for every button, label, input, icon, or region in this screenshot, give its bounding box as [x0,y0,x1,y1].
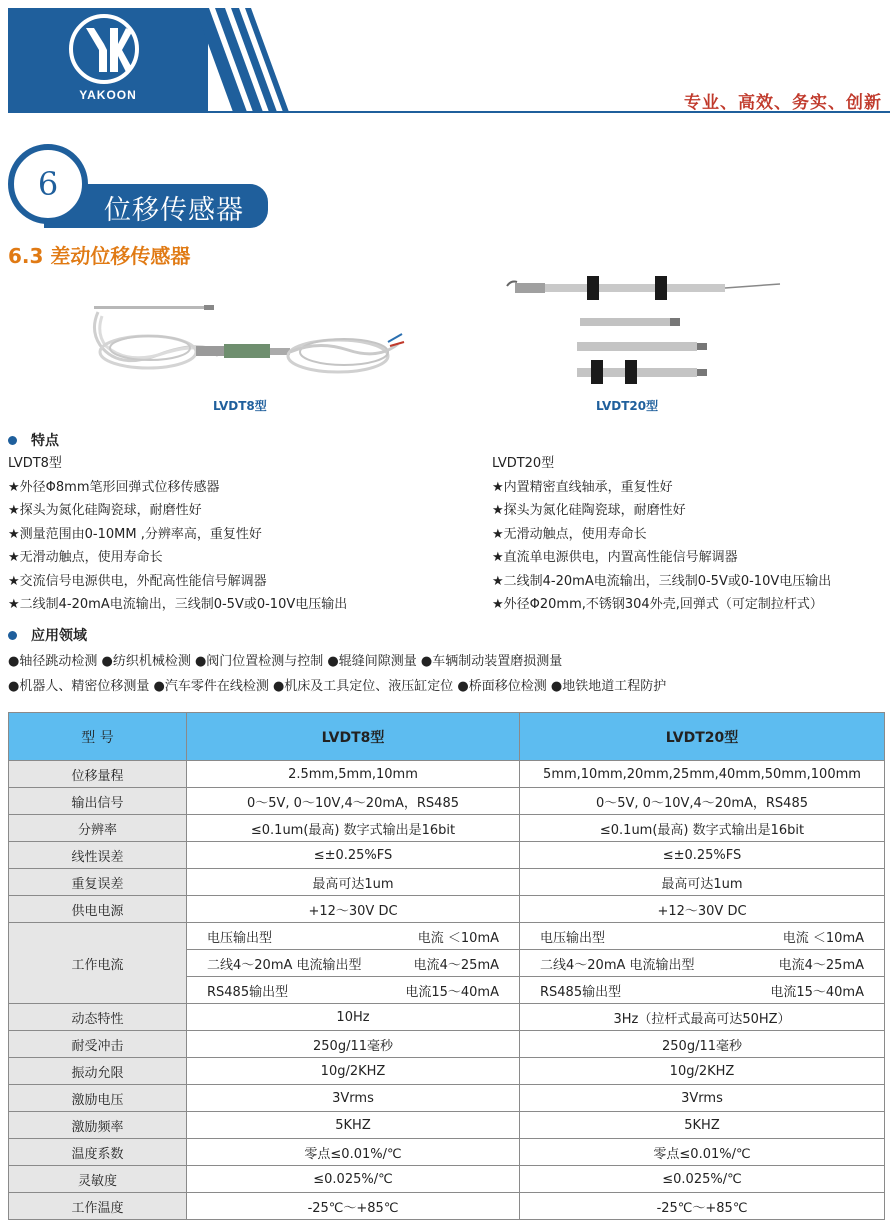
section-title: 位移传感器 [104,195,244,226]
feature-item: ★探头为氮化硅陶瓷球，耐磨性好 [492,503,686,518]
section-number: 6 [37,165,59,203]
value-cell: ≤0.1um(最高) 数字式输出是16bit [187,815,520,842]
value-cell: +12～30V DC [520,896,885,923]
value-cell: -25℃～+85℃ [520,1193,885,1220]
table-row [9,1166,885,1193]
feature-item: ★二线制4-20mA电流输出，三线制0-5V或0-10V电压输出 [8,597,348,612]
table-row [9,788,885,815]
section-number-circle [8,144,88,224]
value-cell [187,977,520,1004]
table-row [9,896,885,923]
value-cell: 2.5mm,5mm,10mm [187,761,520,788]
current-type: 电压输出型 [207,930,273,946]
bullet-dot-icon [8,631,17,640]
value-cell: 250g/11毫秒 [520,1031,885,1058]
table-row [9,1058,885,1085]
features-lvdt20 [492,452,831,617]
current-value: 电流4～25mA [413,957,499,973]
current-value: 电流4～25mA [778,957,864,973]
current-value: 电流15～40mA [405,984,499,1000]
page-header [0,0,890,120]
param-cell: 温度系数 [9,1139,187,1166]
subsection-title: 6.3 差动位移传感器 [8,244,191,268]
param-cell: 灵敏度 [9,1166,187,1193]
value-cell: ≤±0.25%FS [520,842,885,869]
param-cell: 工作温度 [9,1193,187,1220]
value-cell: 最高可达1um [187,869,520,896]
value-cell: -25℃～+85℃ [187,1193,520,1220]
value-cell: 最高可达1um [520,869,885,896]
lvdt20-product-image [505,276,785,386]
applications-heading-text: 应用领域 [31,628,87,644]
feature-item: ★无滑动触点，使用寿命长 [8,550,163,565]
column-header: 型 号 [9,713,187,761]
value-cell: 5mm,10mm,20mm,25mm,40mm,50mm,100mm [520,761,885,788]
param-cell: 重复误差 [9,869,187,896]
value-cell [187,950,520,977]
column-header: LVDT8型 [187,713,520,761]
value-cell: 10Hz [187,1004,520,1031]
applications-line-1: ●轴径跳动检测 ●纺织机械检测 ●阀门位置检测与控制 ●辊缝间隙测量 ●车辆制动装置磨损测量 [8,654,563,669]
current-value: 电流 ＜10mA [417,930,499,946]
value-cell: ≤±0.25%FS [187,842,520,869]
value-cell: 零点≤0.01%/℃ [520,1139,885,1166]
table-row [9,1031,885,1058]
value-cell: 0～5V, 0～10V,4～20mA，RS485 [520,788,885,815]
header-stripes [195,8,295,112]
column-header: LVDT20型 [520,713,885,761]
param-cell: 耐受冲击 [9,1031,187,1058]
feature-item: ★无滑动触点，使用寿命长 [492,526,647,542]
value-cell: 10g/2KHZ [520,1058,885,1085]
spec-table [8,712,885,1220]
feature-item: ★探头为氮化硅陶瓷球，耐磨性好 [8,503,202,518]
current-type: RS485输出型 [207,984,289,1000]
value-cell: +12～30V DC [187,896,520,923]
param-cell: 线性误差 [9,842,187,869]
value-cell: 3Vrms [520,1085,885,1112]
value-cell: ≤0.025%/℃ [187,1166,520,1193]
feature-title: LVDT20型 [492,456,555,471]
table-row [9,1112,885,1139]
table-row [9,1004,885,1031]
feature-item: ★外径Φ20mm,不锈钢304外壳,回弹式（可定制拉杆式） [492,597,823,612]
current-value: 电流 ＜10mA [782,930,864,946]
value-cell [520,977,885,1004]
table-row [9,923,885,950]
features-lvdt8 [8,452,347,617]
feature-item: ★直流单电源供电，内置高性能信号解调器 [492,550,738,565]
lvdt20-label: LVDT20型 [596,399,659,413]
value-cell [520,923,885,950]
feature-item: ★二线制4-20mA电流输出，三线制0-5V或0-10V电压输出 [492,573,832,589]
table-row [9,1139,885,1166]
current-type: RS485输出型 [540,984,622,1000]
current-type: 二线4～20mA 电流输出型 [540,957,695,973]
feature-item: ★内置精密直线轴承，重复性好 [492,479,673,495]
applications-heading [8,625,87,645]
lvdt8-product-image [88,300,408,380]
param-cell: 振动允限 [9,1058,187,1085]
param-cell: 输出信号 [9,788,187,815]
brand-name: YAKOON [79,88,137,102]
yakoon-logo-icon [66,14,142,84]
value-cell: 零点≤0.01%/℃ [187,1139,520,1166]
param-cell: 位移量程 [9,761,187,788]
value-cell: 5KHZ [187,1112,520,1139]
table-row [9,761,885,788]
section-badge [8,144,273,230]
features-heading [8,430,59,450]
current-type: 电压输出型 [540,930,606,946]
features-heading-text: 特点 [31,433,59,449]
value-cell: 3Vrms [187,1085,520,1112]
feature-item: ★交流信号电源供电，外配高性能信号解调器 [8,573,267,589]
feature-item: ★外径Φ8mm笔形回弹式位移传感器 [8,479,220,495]
table-row [9,815,885,842]
value-cell: 10g/2KHZ [187,1058,520,1085]
feature-title: LVDT8型 [8,456,62,471]
param-cell: 工作电流 [9,923,187,1004]
value-cell: ≤0.1um(最高) 数字式输出是16bit [520,815,885,842]
table-row [9,1193,885,1220]
param-cell: 分辨率 [9,815,187,842]
value-cell: 3Hz（拉杆式最高可达50HZ） [520,1004,885,1031]
value-cell [520,950,885,977]
current-type: 二线4～20mA 电流输出型 [207,957,362,973]
table-row [9,1085,885,1112]
company-slogan: 专业、高效、务实、创新 [684,93,882,113]
param-cell: 激励频率 [9,1112,187,1139]
bullet-dot-icon [8,436,17,445]
value-cell: 0～5V, 0～10V,4～20mA，RS485 [187,788,520,815]
applications-line-2: ●机器人、精密位移测量 ●汽车零件在线检测 ●机床及工具定位、液压缸定位 ●桥面移位检测 ●地铁地道工程防护 [8,679,667,694]
table-row [9,842,885,869]
param-cell: 激励电压 [9,1085,187,1112]
value-cell [187,923,520,950]
table-row [9,869,885,896]
current-value: 电流15～40mA [770,984,864,1000]
param-cell: 供电电源 [9,896,187,923]
param-cell: 动态特性 [9,1004,187,1031]
lvdt8-label: LVDT8型 [213,399,267,413]
feature-item: ★测量范围由0-10MM ,分辨率高，重复性好 [8,526,262,542]
value-cell: 5KHZ [520,1112,885,1139]
value-cell: 250g/11毫秒 [187,1031,520,1058]
table-header-row [9,713,885,761]
value-cell: ≤0.025%/℃ [520,1166,885,1193]
